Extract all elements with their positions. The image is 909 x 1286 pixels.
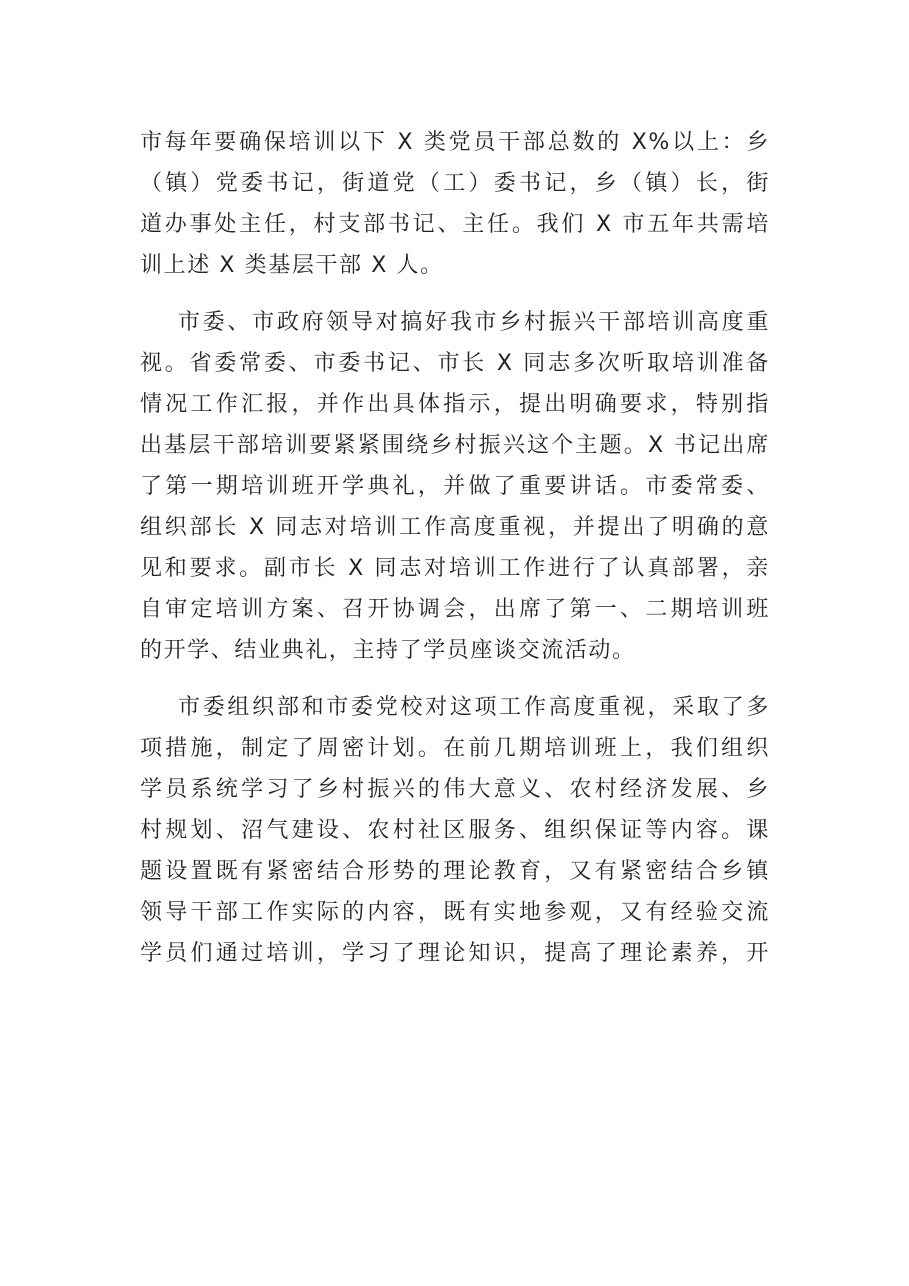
paragraph-line: 项措施，制定了周密计划。在前几期培训班上，我们组织 <box>140 736 770 761</box>
paragraph-line: 市委组织部和市委党校对这项工作高度重视，采取了多 <box>178 695 770 720</box>
paragraph-line: 领导干部工作实际的内容，既有实地参观，又有经验交流 <box>140 900 770 925</box>
paragraph-line: 情况工作汇报，并作出具体指示，提出明确要求，特别指 <box>140 392 770 417</box>
paragraph-line: 的开学、结业典礼，主持了学员座谈交流活动。 <box>140 638 636 663</box>
document-body <box>140 122 770 974</box>
paragraph-line: 道办事处主任，村支部书记、主任。我们 X 市五年共需培 <box>140 212 770 237</box>
paragraph-1 <box>140 122 770 286</box>
paragraph-line: 学员系统学习了乡村振兴的伟大意义、农村经济发展、乡 <box>140 777 770 802</box>
paragraph-line: 训上述 X 类基层干部 X 人。 <box>140 253 444 278</box>
paragraph-line: 了第一期培训班开学典礼，并做了重要讲话。市委常委、 <box>140 474 770 499</box>
paragraph-line: 学员们通过培训，学习了理论知识，提高了理论素养，开 <box>140 941 770 966</box>
paragraph-3 <box>140 687 770 974</box>
paragraph-line: 题设置既有紧密结合形势的理论教育，又有紧密结合乡镇 <box>140 859 770 884</box>
paragraph-gap <box>140 286 770 302</box>
paragraph-gap <box>140 671 770 687</box>
paragraph-line: 视。省委常委、市委书记、市长 X 同志多次听取培训准备 <box>140 351 770 376</box>
paragraph-line: （镇）党委书记，街道党（工）委书记，乡（镇）长，街 <box>140 171 770 196</box>
paragraph-line: 市每年要确保培训以下 X 类党员干部总数的 X%以上：乡 <box>140 130 770 155</box>
paragraph-line: 自审定培训方案、召开协调会，出席了第一、二期培训班 <box>140 597 770 622</box>
paragraph-line: 组织部长 X 同志对培训工作高度重视，并提出了明确的意 <box>140 515 770 540</box>
paragraph-line: 市委、市政府领导对搞好我市乡村振兴干部培训高度重 <box>178 310 770 335</box>
paragraph-line: 村规划、沼气建设、农村社区服务、组织保证等内容。课 <box>140 818 770 843</box>
paragraph-2 <box>140 302 770 671</box>
paragraph-line: 见和要求。副市长 X 同志对培训工作进行了认真部署，亲 <box>140 556 770 581</box>
paragraph-line: 出基层干部培训要紧紧围绕乡村振兴这个主题。X 书记出席 <box>140 433 770 458</box>
